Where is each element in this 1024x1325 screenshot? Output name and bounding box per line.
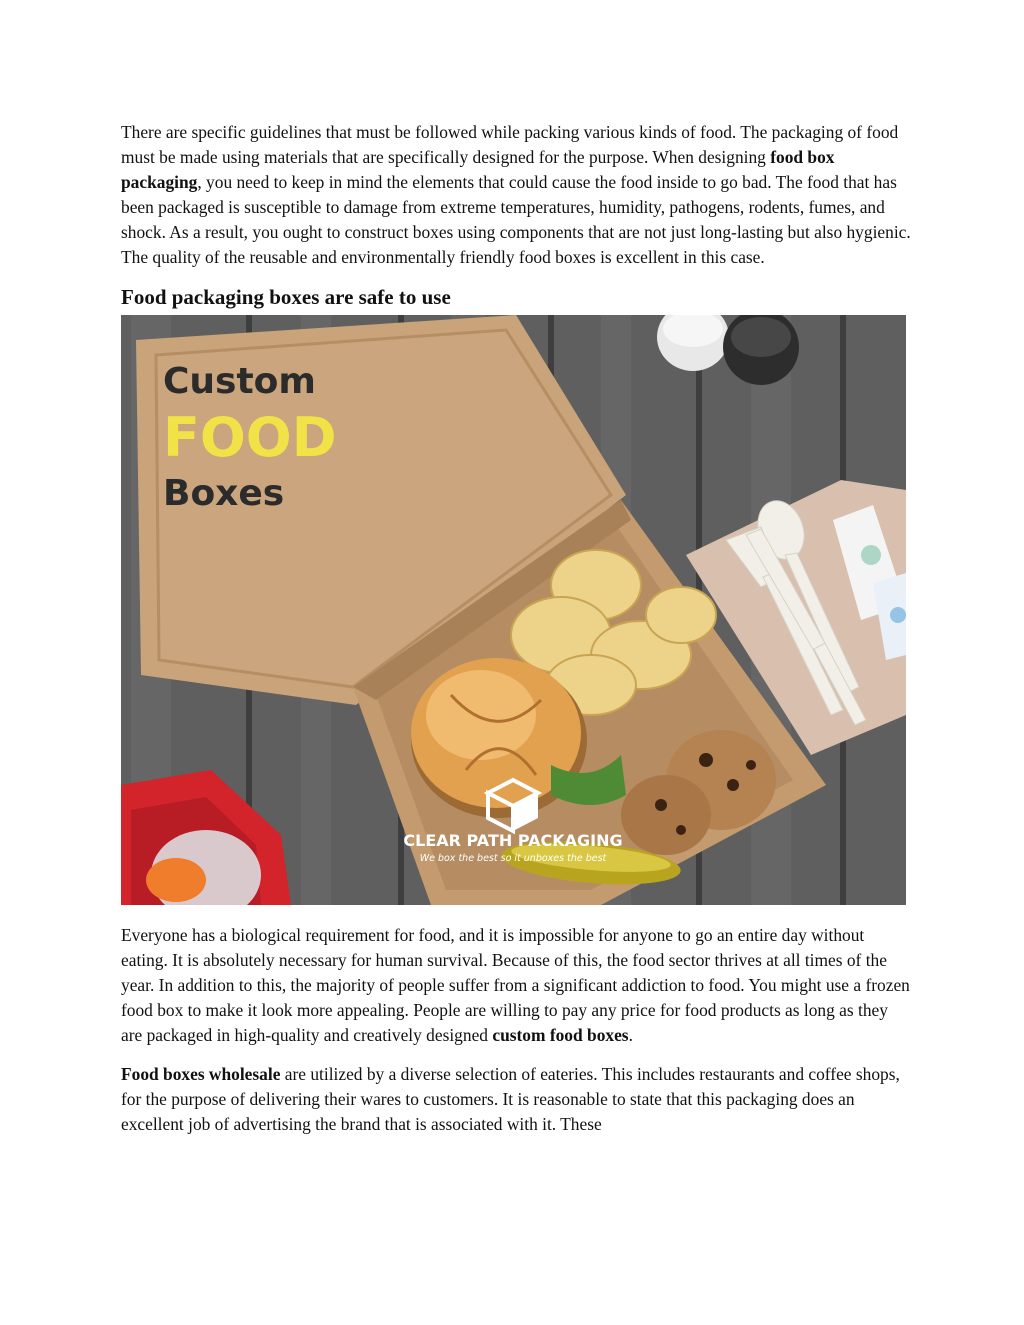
paragraph-wholesale-bold: Food boxes wholesale: [121, 1064, 281, 1084]
section-heading: Food packaging boxes are safe to use: [121, 285, 451, 309]
paragraph-intro: [121, 120, 911, 270]
paragraph-intro-text-1: There are specific guidelines that must be followed while packing various kinds of food. The packaging of food must be made using materials that are specifically designed for the purpose. When designing: [121, 122, 899, 167]
paragraph-food-requirement-text-1: Everyone has a biological requirement for food, and it is impossible for anyone to go an entire day without eating. It is absolutely necessary for human survival. Because of this, the food sector thrives at all times of the year. In addition to this, the majority of people suffer from a significant addiction to food. You might use a frozen food box to make it look more appealing. People are willing to pay any price for food products as long as they are packaged in high-quality and creatively designed: [121, 925, 910, 1045]
image-title-food: FOOD: [163, 406, 337, 469]
paragraph-wholesale: [121, 1062, 911, 1137]
paragraph-food-requirement-text-2: .: [628, 1025, 633, 1045]
image-title-custom: Custom: [163, 361, 316, 402]
paragraph-intro-bold: food box packaging: [121, 147, 835, 192]
food-box-illustration: [121, 315, 906, 905]
brand-name: CLEAR PATH PACKAGING: [403, 831, 623, 850]
image-title-boxes: Boxes: [163, 473, 285, 514]
document-page: [121, 120, 911, 1137]
bottle-cap: [146, 858, 206, 902]
food-box-image: [121, 315, 906, 905]
paragraph-food-requirement-bold: custom food boxes: [492, 1025, 629, 1045]
paragraph-food-requirement: [121, 923, 911, 1048]
paragraph-intro-text-2: , you need to keep in mind the elements that could cause the food inside to go bad. The food that has been packaged is susceptible to damage from extreme temperatures, humidity, pathogens, rodents, fumes, and shock. As a result, you ought to construct boxes using components that are not just long-lasting but also hygienic. The quality of the reusable and environmentally friendly food boxes is excellent in this case.: [121, 172, 911, 267]
cookie-2: [621, 775, 711, 855]
paragraph-wholesale-text: are utilized by a diverse selection of eateries. This includes restaurants and coffee shops, for the purpose of delivering their wares to customers. It is reasonable to state that this packaging does an excellent job of advertising the brand that is associated with it. These: [121, 1064, 900, 1134]
brand-tagline: We box the best so it unboxes the best: [419, 853, 607, 864]
